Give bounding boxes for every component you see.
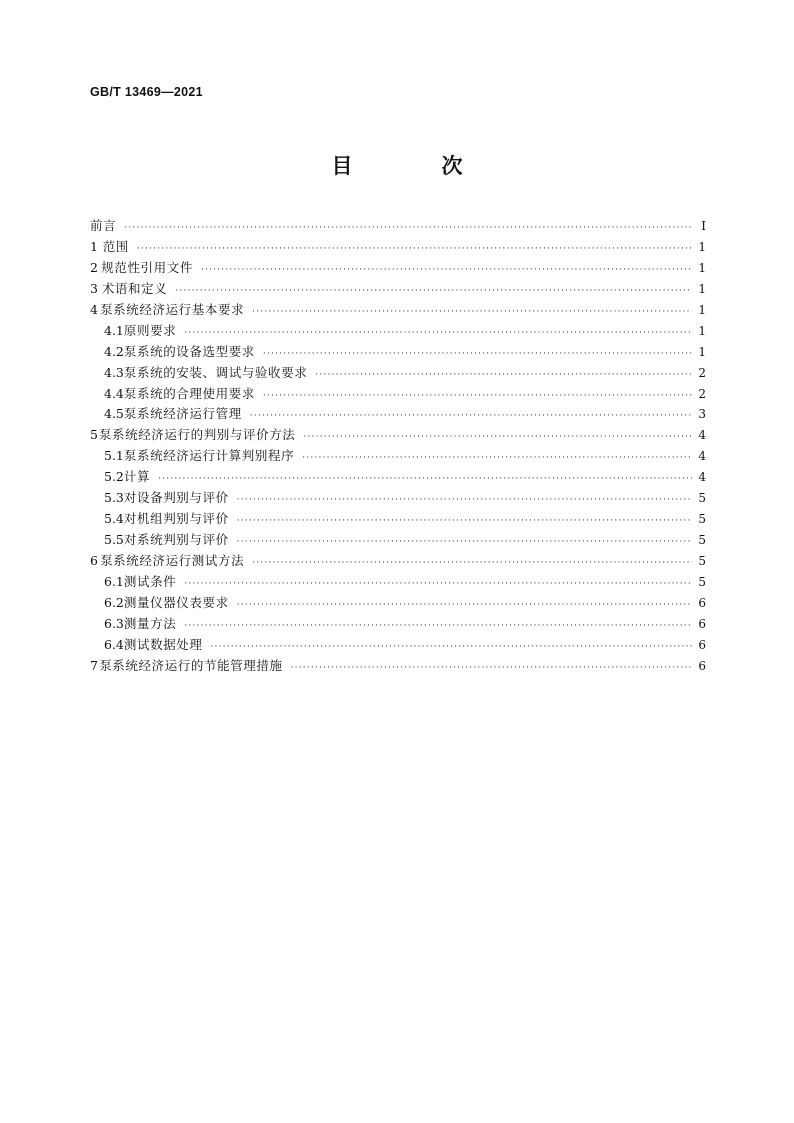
dot-leader xyxy=(302,448,692,469)
toc-entry[interactable] xyxy=(90,237,706,258)
toc-entry-page: 5 xyxy=(698,554,706,568)
toc-entry-number: 3 xyxy=(90,280,98,296)
toc-entry-label: 计算 xyxy=(123,469,151,485)
dot-leader xyxy=(263,386,692,407)
toc-entry-number: 5 xyxy=(90,427,98,443)
toc-entry-label: 泵系统的安装、调试与验收要求 xyxy=(123,364,308,380)
toc-entry-label: 泵系统经济运行管理 xyxy=(123,406,242,422)
toc-entry[interactable] xyxy=(90,216,706,237)
dot-leader xyxy=(201,260,692,281)
toc-entry-label: 规范性引用文件 xyxy=(101,259,193,275)
toc-entry-number: 6.2 xyxy=(104,594,124,610)
toc-entry-label: 泵系统的设备选型要求 xyxy=(123,343,255,359)
toc-entry-label: 测量方法 xyxy=(123,615,177,631)
toc-entry-label: 测试条件 xyxy=(123,573,177,589)
dot-leader xyxy=(291,658,692,679)
toc-entry[interactable] xyxy=(90,425,706,446)
dot-leader xyxy=(175,281,692,302)
toc-entry-label: 原则要求 xyxy=(123,322,177,338)
toc-entry-number: 1 xyxy=(90,238,98,254)
toc-entry-label: 范围 xyxy=(102,238,129,254)
dot-leader xyxy=(124,218,692,239)
toc-entry-page: 4 xyxy=(698,449,706,464)
toc-entry-page: 5 xyxy=(698,491,706,506)
toc-entry-page: 3 xyxy=(698,407,706,422)
toc-entry-label: 对系统判别与评价 xyxy=(123,532,229,548)
toc-entry-number: 4.3 xyxy=(104,364,124,380)
toc-entry[interactable] xyxy=(90,384,706,405)
toc-entry[interactable] xyxy=(90,258,706,279)
toc-entry[interactable] xyxy=(90,656,706,677)
toc-entry-number: 6.4 xyxy=(104,636,124,652)
toc-entry-label: 泵系统经济运行的节能管理措施 xyxy=(99,657,283,673)
toc-entry-label: 测量仪器仪表要求 xyxy=(123,594,229,610)
toc-entry-page: 5 xyxy=(698,574,706,589)
toc-entry[interactable] xyxy=(90,530,706,551)
toc-entry-number: 5.3 xyxy=(104,490,124,506)
toc-entry-page: 5 xyxy=(698,512,706,527)
toc-entry-number: 5.2 xyxy=(104,469,124,485)
toc-entry-page: 5 xyxy=(698,533,706,548)
toc-entry-page: 6 xyxy=(698,595,706,610)
dot-leader xyxy=(252,553,692,574)
toc-entry-label: 对机组判别与评价 xyxy=(123,511,229,527)
toc-entry-number: 4.2 xyxy=(104,343,124,359)
toc-entry-label: 前言 xyxy=(90,218,117,233)
dot-leader xyxy=(250,406,692,427)
toc-entry[interactable] xyxy=(90,404,706,425)
toc-entry-label: 泵系统经济运行计算判别程序 xyxy=(123,448,295,464)
dot-leader xyxy=(315,365,692,386)
table-of-contents xyxy=(90,216,706,677)
dot-leader xyxy=(252,302,692,323)
toc-entry-label: 测试数据处理 xyxy=(123,636,203,652)
toc-entry-page: 1 xyxy=(698,302,706,317)
toc-entry-label: 术语和定义 xyxy=(101,280,168,296)
toc-entry-number: 4 xyxy=(90,301,98,317)
toc-entry-number: 4.4 xyxy=(104,385,124,401)
toc-entry-page: 6 xyxy=(698,658,706,673)
toc-entry-label: 泵系统的合理使用要求 xyxy=(123,385,255,401)
toc-entry[interactable] xyxy=(90,593,706,614)
toc-entry-number: 2 xyxy=(90,259,98,275)
toc-entry-number: 4.1 xyxy=(104,322,124,338)
toc-entry-page: 4 xyxy=(698,470,706,485)
dot-leader xyxy=(303,427,692,448)
toc-entry-number: 5.5 xyxy=(104,532,124,548)
toc-entry-number: 5.4 xyxy=(104,511,124,527)
dot-leader xyxy=(263,344,692,365)
toc-entry[interactable] xyxy=(90,488,706,509)
toc-entry[interactable] xyxy=(90,363,706,384)
toc-entry-number: 6.3 xyxy=(104,615,124,631)
toc-entry[interactable] xyxy=(90,342,706,363)
dot-leader xyxy=(184,574,692,595)
toc-entry-number: 5.1 xyxy=(104,448,124,464)
toc-entry[interactable] xyxy=(90,279,706,300)
dot-leader xyxy=(184,323,692,344)
dot-leader xyxy=(184,616,692,637)
dot-leader xyxy=(237,511,692,532)
dot-leader xyxy=(158,469,692,490)
toc-entry-label: 泵系统经济运行基本要求 xyxy=(100,301,245,317)
toc-entry-page: 4 xyxy=(698,428,706,443)
toc-entry-number: 6 xyxy=(90,553,98,568)
toc-entry-page: 2 xyxy=(698,386,706,401)
toc-entry-page: 1 xyxy=(698,260,706,275)
toc-entry-page: 1 xyxy=(698,281,706,296)
toc-entry-page: Ⅰ xyxy=(701,219,706,233)
toc-entry-page: 1 xyxy=(698,323,706,338)
dot-leader xyxy=(211,637,693,658)
toc-entry[interactable] xyxy=(90,321,706,342)
standard-number: GB/T 13469—2021 xyxy=(90,85,203,99)
toc-entry[interactable] xyxy=(90,509,706,530)
toc-entry-label: 对设备判别与评价 xyxy=(123,490,229,506)
page-title: 目 次 xyxy=(331,153,497,178)
toc-entry-number: 6.1 xyxy=(104,573,124,589)
toc-entry-page: 6 xyxy=(698,637,706,652)
dot-leader xyxy=(137,239,692,260)
toc-entry-page: 1 xyxy=(698,239,706,254)
toc-entry[interactable] xyxy=(90,635,706,656)
dot-leader xyxy=(237,595,692,616)
toc-entry[interactable] xyxy=(90,446,706,467)
dot-leader xyxy=(237,490,692,511)
toc-entry-page: 1 xyxy=(698,344,706,359)
dot-leader xyxy=(237,532,692,553)
toc-entry-number: 4.5 xyxy=(104,406,124,422)
toc-entry-number: 7 xyxy=(90,657,98,673)
toc-entry[interactable] xyxy=(90,614,706,635)
toc-entry-label: 泵系统经济运行测试方法 xyxy=(100,553,245,568)
toc-entry-page: 2 xyxy=(698,365,706,380)
toc-entry-page: 6 xyxy=(698,616,706,631)
toc-entry[interactable] xyxy=(90,572,706,593)
toc-entry-label: 泵系统经济运行的判别与评价方法 xyxy=(98,427,296,443)
toc-entry[interactable] xyxy=(90,551,706,572)
toc-entry[interactable] xyxy=(90,300,706,321)
toc-entry[interactable] xyxy=(90,467,706,488)
